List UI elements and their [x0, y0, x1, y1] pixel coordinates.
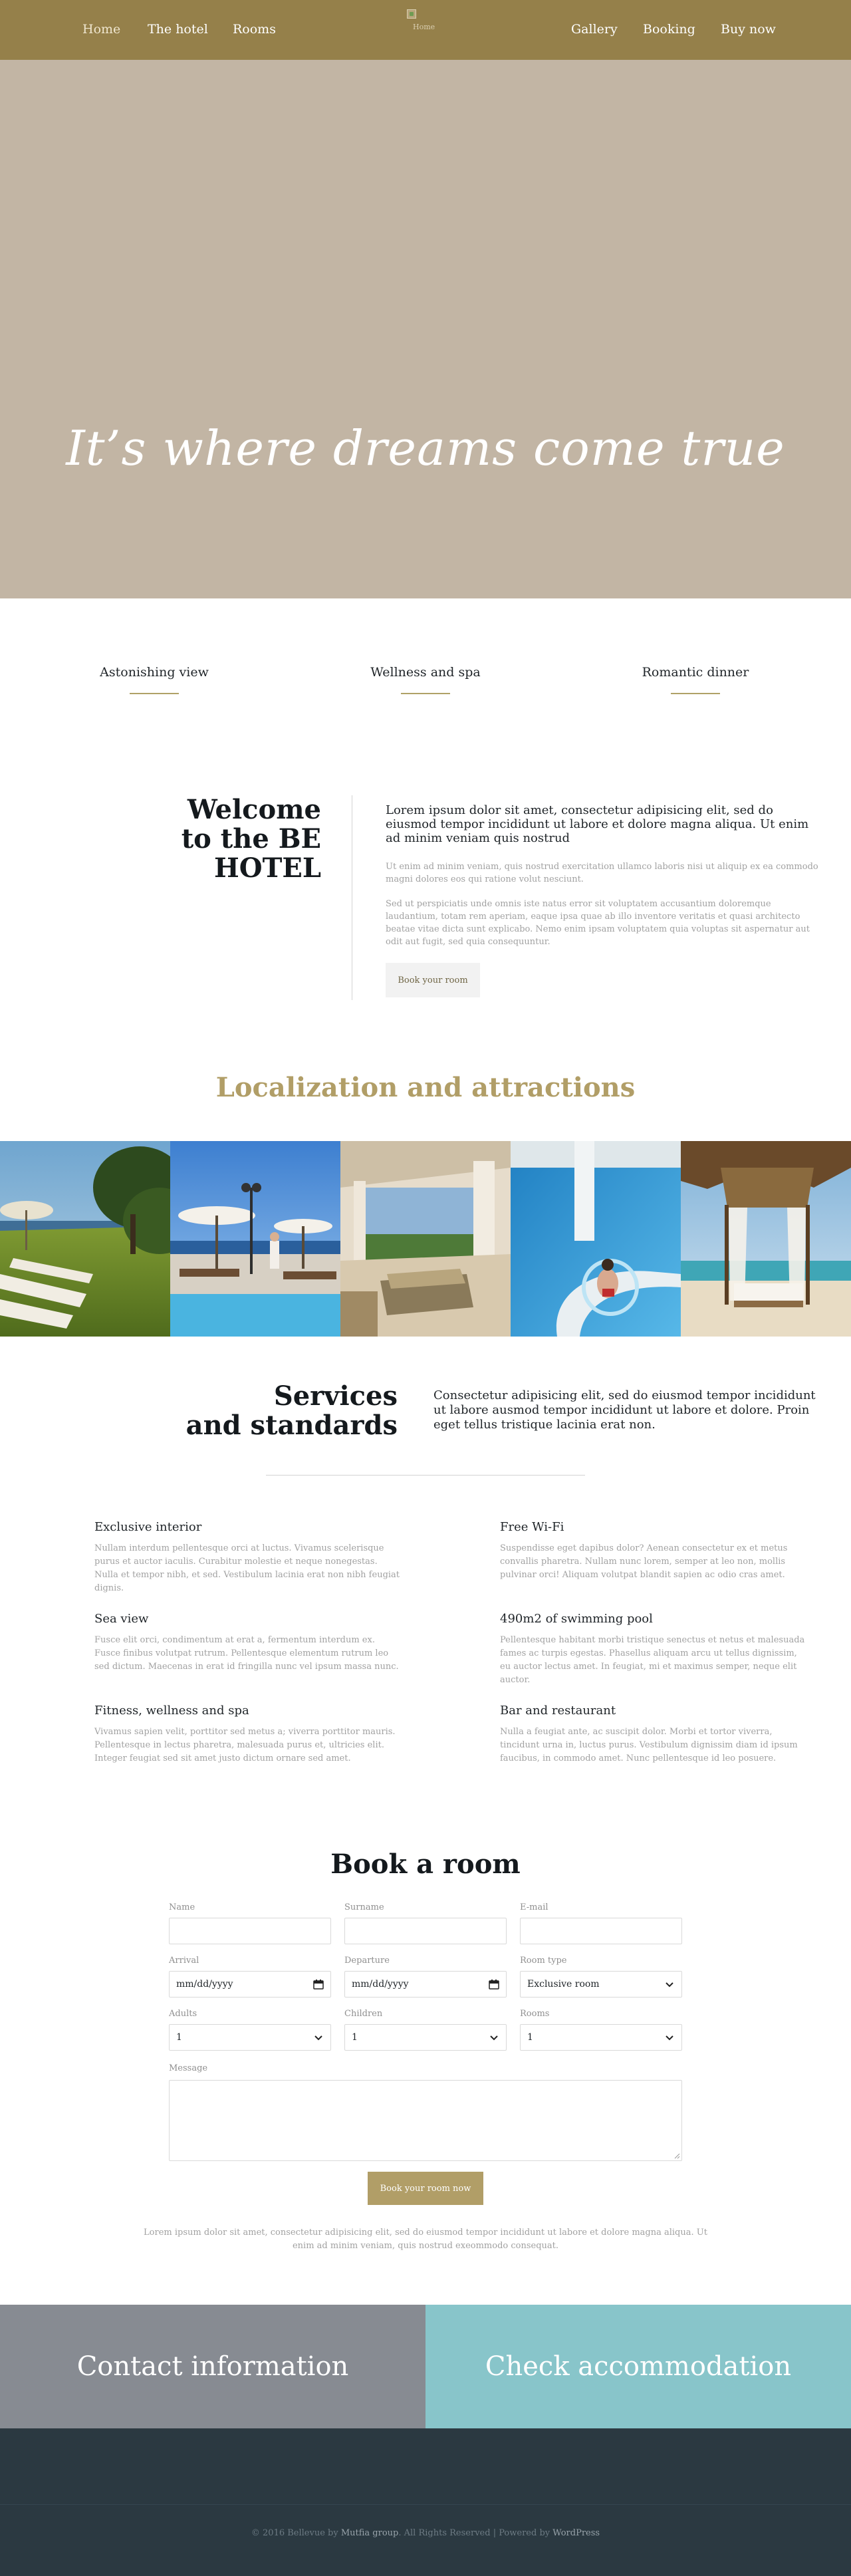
- rooms-field-group: [520, 2009, 682, 2051]
- email-label: E-mail: [520, 1902, 548, 1912]
- welcome-title-line1: Welcome: [187, 794, 321, 825]
- platform-link[interactable]: WordPress: [552, 2528, 600, 2538]
- welcome-title: [66, 795, 321, 883]
- welcome-title-line2: to the BE HOTEL: [181, 823, 321, 884]
- welcome-paragraph-2: Sed ut perspiciatis unde omnis iste natus error sit voluptatem accusantium doloremque laudantium, totam rem aperiam, eaque ipsa quae ab illo inventore veritatis et quasi architecto beatae vitae dicta sunt explicabo. Nemo enim ipsam voluptatem quia voluptas sit aspernatur aut odit aut fugit, sed quia consequuntur.: [386, 899, 810, 947]
- service-title: Bar and restaurant: [500, 1704, 616, 1718]
- service-title: Free Wi-Fi: [500, 1520, 564, 1534]
- room-type-value: Exclusive room: [527, 1979, 600, 1990]
- arrival-date-input[interactable]: [169, 1971, 331, 1997]
- message-label: Message: [169, 2063, 208, 2073]
- name-label: Name: [169, 1902, 195, 1912]
- services-title-line2: and standards: [185, 1410, 398, 1441]
- hero-banner: [0, 60, 851, 598]
- covered-lounge-image: [340, 1141, 511, 1337]
- service-item: [94, 1520, 400, 1595]
- service-title: Sea view: [94, 1612, 149, 1626]
- company-link[interactable]: Mutfia group: [340, 2528, 399, 2538]
- chevron-down-icon: [313, 2032, 324, 2043]
- services-divider: [266, 1475, 585, 1476]
- arrival-label: Arrival: [169, 1956, 199, 1966]
- feature-underline: [401, 693, 450, 694]
- arrival-field-group: [169, 1956, 331, 1997]
- services-title: [133, 1382, 398, 1440]
- room-type-label: Room type: [520, 1956, 567, 1966]
- rooms-select[interactable]: [520, 2024, 682, 2051]
- chevron-down-icon: [664, 2032, 675, 2043]
- service-item: [94, 1612, 400, 1674]
- booking-note: Lorem ipsum dolor sit amet, consectetur adipisicing elit, sed do eiusmod tempor incididunt ut labore et dolore magna aliqua. Ut enim ad minim veniam, quis nostrud exeommodo consequat.: [144, 2228, 707, 2251]
- feature-underline: [671, 693, 720, 694]
- calendar-icon[interactable]: [313, 1979, 324, 1990]
- rooms-value: 1: [527, 2032, 533, 2043]
- logo-link[interactable]: [407, 9, 444, 36]
- rooms-label: Rooms: [520, 2009, 550, 2019]
- service-text: Nullam interdum pellentesque orci at luctus. Vivamus scelerisque purus et auctor iaculis. Curabitur molestie et neque nonegestas. Nulla et tempor nibh, et sed. Vestibulum lacinia erat non nibh feugiat dignis.: [94, 1543, 400, 1593]
- feature-tab-view[interactable]: [55, 665, 254, 694]
- service-title: Exclusive interior: [94, 1520, 202, 1534]
- children-field-group: [344, 2009, 507, 2051]
- check-accommodation-panel[interactable]: Check accommodation: [426, 2305, 851, 2428]
- nav-booking-link[interactable]: Booking: [643, 22, 695, 37]
- room-type-select[interactable]: [520, 1971, 682, 1997]
- service-item: [500, 1612, 806, 1687]
- indoor-pool-image: [511, 1141, 681, 1337]
- gallery-photo-lawn[interactable]: [0, 1141, 170, 1337]
- footer-divider: [0, 2504, 851, 2505]
- top-navigation: [0, 0, 851, 60]
- chevron-down-icon: [489, 2032, 499, 2043]
- arrival-placeholder: mm/dd/yyyy: [176, 1979, 233, 1990]
- feature-label: Astonishing view: [100, 665, 209, 680]
- service-item: [500, 1704, 806, 1765]
- gallery-photo-terrace[interactable]: [170, 1141, 340, 1337]
- departure-label: Departure: [344, 1956, 390, 1966]
- book-room-now-button[interactable]: Book your room now: [368, 2172, 483, 2205]
- email-input[interactable]: [520, 1918, 682, 1944]
- message-field-group: [169, 2064, 331, 2079]
- room-type-field-group: [520, 1956, 682, 1997]
- welcome-lead: Lorem ipsum dolor sit amet, consectetur adipisicing elit, sed do eiusmod tempor incididunt ut labore et dolore magna aliqua. Ut enim ad minim veniam quis nostrud: [386, 803, 809, 845]
- feature-underline: [130, 693, 179, 694]
- adults-value: 1: [176, 2032, 182, 2043]
- adults-label: Adults: [169, 2009, 197, 2019]
- nav-gallery-link[interactable]: Gallery: [571, 22, 618, 37]
- feature-label: Wellness and spa: [370, 665, 481, 680]
- surname-input[interactable]: [344, 1918, 507, 1944]
- copyright-middle: . All Rights Reserved | Powered by: [398, 2528, 553, 2538]
- service-title: 490m2 of swimming pool: [500, 1612, 653, 1626]
- book-your-room-button[interactable]: Book your room: [386, 963, 480, 997]
- lawn-loungers-image: [0, 1141, 170, 1337]
- gallery-photo-lounge[interactable]: [340, 1141, 511, 1337]
- broken-image-icon: [407, 9, 416, 19]
- service-text: Suspendisse eget dapibus dolor? Aenean consectetur ex et metus convallis pharetra. Nullam nunc lorem, semper at leo non, mollis pulvinar orci! Aliquam volutpat blandit sapien ac odio cras amet.: [500, 1543, 788, 1580]
- departure-placeholder: mm/dd/yyyy: [352, 1979, 409, 1990]
- booking-title: Book a room: [330, 1849, 521, 1880]
- calendar-icon[interactable]: [489, 1979, 499, 1990]
- message-textarea[interactable]: [169, 2080, 682, 2161]
- resize-handle-icon[interactable]: [673, 2152, 680, 2159]
- service-text: Vivamus sapien velit, porttitor sed metus a; viverra porttitor mauris. Pellentesque in lectus pharetra, malesuada purus et, ultricies elit. Integer feugiat sed sit amet justo dictum ornare sed amet.: [94, 1727, 396, 1763]
- gallery-photo-pool[interactable]: [511, 1141, 681, 1337]
- service-text: Fusce elit orci, condimentum at erat a, fermentum interdum ex. Fusce finibus volutpat rutrum. Pellentesque elementum rutrum leo sed dictum. Maecenas in erat id fringilla nunc vel ipsum massa nunc.: [94, 1635, 399, 1672]
- nav-home-link[interactable]: Home: [82, 22, 121, 37]
- feature-tab-dinner[interactable]: [596, 665, 795, 694]
- children-select[interactable]: [344, 2024, 507, 2051]
- services-intro: Consectetur adipisicing elit, sed do eiusmod tempor incididunt ut labore ausmod tempor incididunt ut labore et dolore. Proin eget tellus tristique lacinia erat non.: [433, 1388, 816, 1432]
- hero-headline: It’s where dreams come true: [66, 420, 785, 476]
- footer-copyright: [0, 2528, 851, 2538]
- feature-tab-wellness[interactable]: [326, 665, 525, 694]
- surname-field-group: [344, 1903, 507, 1944]
- nav-buy-link[interactable]: Buy now: [721, 22, 776, 37]
- adults-field-group: [169, 2009, 331, 2051]
- feature-label: Romantic dinner: [642, 665, 749, 680]
- nav-rooms-link[interactable]: Rooms: [233, 22, 276, 37]
- chevron-down-icon: [664, 1979, 675, 1990]
- surname-label: Surname: [344, 1902, 384, 1912]
- email-field-group: [520, 1903, 682, 1944]
- departure-date-input[interactable]: [344, 1971, 507, 1997]
- attractions-gallery: [0, 1141, 851, 1337]
- footer: [0, 2428, 851, 2576]
- departure-field-group: [344, 1956, 507, 1997]
- name-input[interactable]: [169, 1918, 331, 1944]
- beach-cabana-image: [681, 1141, 851, 1337]
- service-text: Pellentesque habitant morbi tristique senectus et netus et malesuada fames ac turpis egestas. Phasellus aliquam arcu ut tellus dignissim, eu auctor lectus amet. In feugiat, mi et maximus semper, neque elit auctor.: [500, 1635, 805, 1685]
- name-field-group: [169, 1903, 331, 1944]
- service-item: [94, 1704, 400, 1765]
- copyright-prefix: © 2016 Bellevue by: [251, 2528, 341, 2538]
- services-title-line1: Services: [273, 1380, 398, 1412]
- children-label: Children: [344, 2009, 383, 2019]
- service-item: [500, 1520, 806, 1582]
- service-title: Fitness, wellness and spa: [94, 1704, 249, 1718]
- nav-hotel-link[interactable]: The hotel: [148, 22, 208, 37]
- adults-select[interactable]: [169, 2024, 331, 2051]
- gallery-photo-beach[interactable]: [681, 1141, 851, 1337]
- welcome-paragraph-1: Ut enim ad minim veniam, quis nostrud exercitation ullamco laboris nisi ut aliquip ex ea commodo magni dolores eos qui ratione volut nesciunt.: [386, 862, 818, 884]
- contact-information-panel[interactable]: Contact information: [0, 2305, 426, 2428]
- pool-terrace-image: [170, 1141, 340, 1337]
- logo-alt-text: Home: [413, 23, 435, 31]
- localization-title: Localization and attractions: [215, 1072, 636, 1103]
- service-text: Nulla a feugiat ante, ac suscipit dolor. Morbi et tortor viverra, tincidunt urna in, luctus purus. Vestibulum dignissim diam id ipsum faucibus, in commodo amet. Nunc pellentesque id leo posuere.: [500, 1727, 798, 1763]
- children-value: 1: [352, 2032, 358, 2043]
